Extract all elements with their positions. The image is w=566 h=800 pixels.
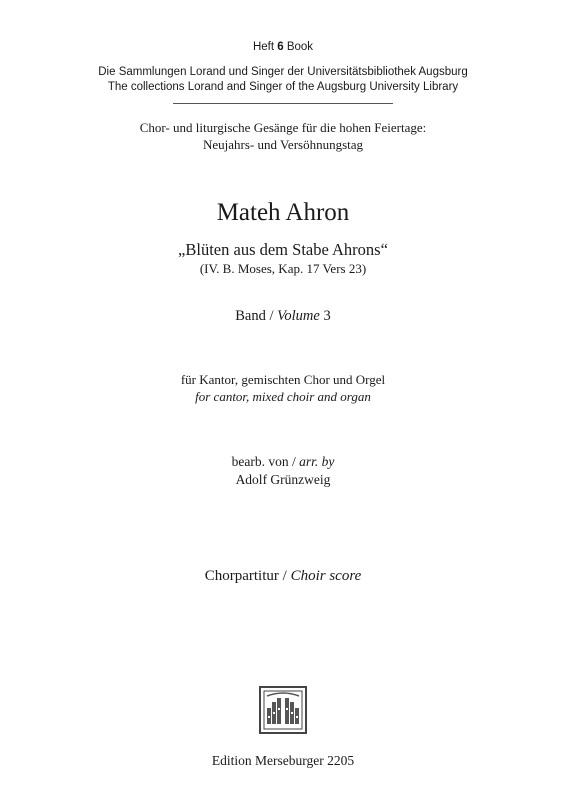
collection-german: Die Sammlungen Lorand und Singer der Universitätsbibliothek Augsburg (98, 66, 468, 78)
score-type-en: Choir score (290, 568, 362, 584)
title-reference: (IV. B. Moses, Kap. 17 Vers 23) (199, 261, 367, 276)
arranger-label (0, 454, 566, 470)
series-prefix: Heft (252, 41, 275, 53)
volume-label-de: Band / (235, 308, 278, 324)
subtitle-line-2: Neujahrs- und Versöhnungstag (202, 137, 364, 152)
series-number: 6 (277, 41, 284, 53)
series-line (0, 41, 566, 53)
title-quote: „Blüten aus dem Stabe Ahrons“ (178, 240, 388, 259)
volume-number: 3 (319, 308, 331, 324)
page-title: Mateh Ahron (216, 199, 350, 226)
collection-english: The collections Lorand and Singer of the Augsburg University Library (107, 81, 459, 93)
instrumentation-german: für Kantor, gemischten Chor und Orgel (180, 372, 386, 387)
arranger-name: Adolf Grünzweig (235, 472, 331, 487)
volume-label-en: Volume (277, 308, 320, 324)
series-suffix: Book (286, 41, 314, 53)
volume-line (0, 308, 566, 325)
score-type (0, 568, 566, 585)
arranger-label-en: arr. by (299, 454, 335, 469)
subtitle-line-1: Chor- und liturgische Gesänge für die hohen Feiertage: (139, 120, 427, 135)
organ-pipes-logo-icon (259, 686, 307, 734)
arranger-label-de: bearb. von / (231, 454, 300, 469)
header-divider (173, 103, 393, 104)
publisher-edition: Edition Merseburger 2205 (211, 753, 355, 768)
score-type-de: Chorpartitur / (204, 568, 291, 584)
instrumentation-english: for cantor, mixed choir and organ (195, 389, 371, 404)
